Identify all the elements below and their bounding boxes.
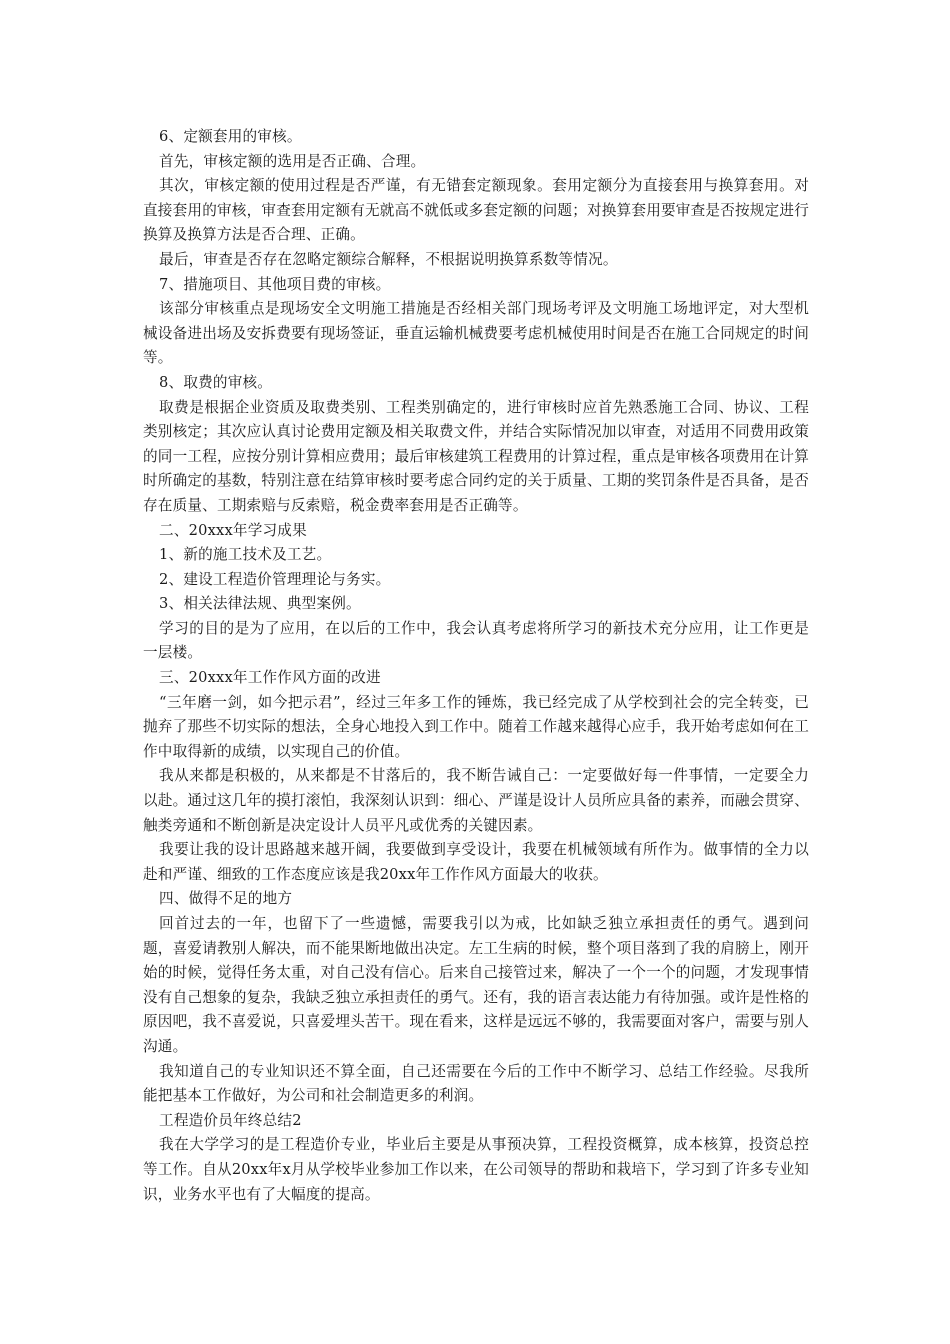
section-heading-shortcomings: 四、做得不足的地方 <box>159 890 293 908</box>
paragraph: 最后，审查是否存在忽略定额综合解释，不根据说明换算系数等情况。 <box>159 250 618 268</box>
list-item: 2、建设工程造价管理理论与务实。 <box>159 570 391 588</box>
section-heading-work-style: 三、20xxx年工作作风方面的改进 <box>159 669 381 687</box>
paragraph: 该部分审核重点是现场安全文明施工措施是否经相关部门现场考评及文明施工场地评定，对大型机械设备进出场及安拆费要有现场签证，垂直运输机械费要考虑机械使用时间是否在施工合同规定的时间等。 <box>143 300 809 367</box>
list-item: 3、相关法律法规、典型案例。 <box>159 595 361 613</box>
paragraph: 其次，审核定额的使用过程是否严谨，有无错套定额现象。套用定额分为直接套用与换算套用。对直接套用的审核，审查套用定额有无就高不就低或多套定额的问题；对换算套用要审查是否按规定进行换算及换算方法是否合理、正确。 <box>143 177 809 244</box>
paragraph: 回首过去的一年，也留下了一些遗憾，需要我引以为戒，比如缺乏独立承担责任的勇气。遇到问题，喜爱请教别人解决，而不能果断地做出决定。左工生病的时候，整个项目落到了我的肩膀上，刚开始的时候，觉得任务太重，对自己没有信心。后来自己接管过来，解决了一个一个的问题，才发现事情没有自己想象的复杂，我缺乏独立承担责任的勇气。还有，我的语言表达能力有待加强。或许是性格的原因吧，我不喜爱说，只喜爱埋头苦干。现在看来，这样是远远不够的，我需要面对客户，需要与别人沟通。 <box>143 915 809 1055</box>
list-item: 1、新的施工技术及工艺。 <box>159 546 332 564</box>
section-heading-learning-results: 二、20xxx年学习成果 <box>159 521 307 539</box>
paragraph: “三年磨一剑，如今把示君”，经过三年多工作的锤炼，我已经完成了从学校到社会的完全转变，已抛弃了那些不切实际的想法，全身心地投入到工作中。随着工作越来越得心应手，我开始考虑如何在工作中取得新的成绩，以实现自己的价值。 <box>143 693 809 760</box>
section-heading-quota-review: 6、定额套用的审核。 <box>159 128 302 145</box>
section-heading-summary-2: 工程造价员年终总结2 <box>159 1111 302 1129</box>
document-body <box>143 125 809 1207</box>
paragraph: 取费是根据企业资质及取费类别、工程类别确定的，进行审核时应首先熟悉施工合同、协议、工程类别核定；其次应认真讨论费用定额及相关取费文件，并结合实际情况加以审查，对适用不同费用政策的同一工程，应按分别计算相应费用；最后审核建筑工程费用的计算过程，重点是审核各项费用在计算时所确定的基数，特别注意在结算审核时要考虑合同约定的关于质量、工期的奖罚条件是否具备，是否存在质量、工期索赔与反索赔，税金费率套用是否正确等。 <box>143 398 809 514</box>
section-heading-measures-review: 7、措施项目、其他项目费的审核。 <box>159 275 391 293</box>
paragraph: 我要让我的设计思路越来越开阔，我要做到享受设计，我要在机械领域有所作为。做事情的全力以赴和严谨、细致的工作态度应该是我20xx年工作作风方面最大的收获。 <box>143 841 809 883</box>
paragraph: 我在大学学习的是工程造价专业，毕业后主要是从事预决算，工程投资概算，成本核算，投资总控等工作。自从20xx年x月从学校毕业参加工作以来，在公司领导的帮助和栽培下，学习到了许多专业知识，业务水平也有了大幅度的提高。 <box>143 1136 809 1203</box>
section-heading-fee-review: 8、取费的审核。 <box>159 373 273 391</box>
paragraph: 学习的目的是为了应用，在以后的工作中，我会认真考虑将所学习的新技术充分应用，让工作更是一层楼。 <box>143 619 809 662</box>
paragraph: 我知道自己的专业知识还不算全面，自己还需要在今后的工作中不断学习、总结工作经验。尽我所能把基本工作做好，为公司和社会制造更多的利润。 <box>143 1062 809 1105</box>
paragraph: 我从来都是积极的，从来都是不甘落后的，我不断告诫自己：一定要做好每一件事情，一定要全力以赴。通过这几年的摸打滚怕，我深刻认识到：细心、严谨是设计人员所应具备的素养，而融会贯穿、触类旁通和不断创新是决定设计人员平凡或优秀的关键因素。 <box>143 767 809 834</box>
paragraph: 首先，审核定额的选用是否正确、合理。 <box>159 152 426 170</box>
